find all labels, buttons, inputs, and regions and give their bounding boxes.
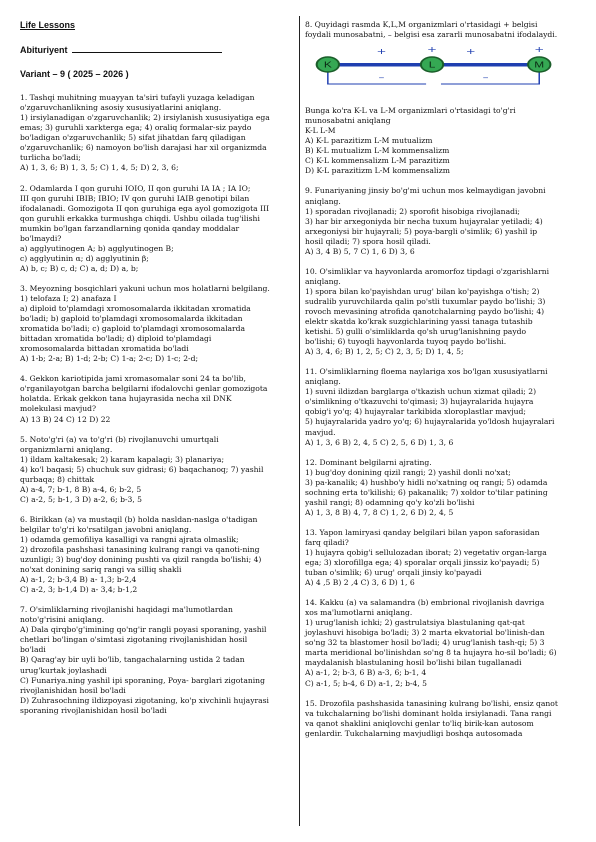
question-block bbox=[305, 528, 577, 588]
question-line: 1) odamda gemofiliya kasalligi va rangni ajrata olmaslik; bbox=[20, 534, 239, 544]
question-line: 3) har bir arxegoniyda bir necha tuxum hujayralar yetiladi; 4) bbox=[305, 216, 543, 226]
question-line: belgilar to'g'ri ko'rsatilgan javobni aniqlang. bbox=[20, 524, 192, 534]
question-line: mavjud. bbox=[305, 427, 336, 437]
question-line: 1) suvni ildizdan barglarga o'tkazish uchun xizmat qiladi; 2) bbox=[305, 387, 537, 397]
question-line: o'rganilayotgan barcha belgilarni ifodalovchi genlar gomozigota bbox=[20, 384, 268, 394]
question-line: D) K-L parazitizm L-M kommensalizm bbox=[305, 166, 450, 176]
question-line: 13. Yapon lamiryasi qanday belgilari bilan yapon saforasidan bbox=[305, 527, 540, 537]
question-line: noto'g'risini aniqlang. bbox=[20, 615, 105, 625]
column-divider bbox=[299, 16, 300, 826]
question-line: C) K-L kommensalizm L-M parazitizm bbox=[305, 156, 450, 166]
question-line: 14. Kakku (a) va salamandra (b) embrional rivojlanish davriga bbox=[305, 598, 545, 608]
question-line: B) Qarag'ay bir uyli bo'lib, tangachalarning ustida 2 tadan bbox=[20, 655, 245, 665]
abiturient-line bbox=[20, 45, 294, 55]
question-line: bo'lmaydi? bbox=[20, 233, 62, 243]
question-line: 4) ko'l baqasi; 5) chuchuk suv gidrasi; 6) baqachanoq; 7) yashil bbox=[20, 464, 264, 474]
question-8 bbox=[305, 20, 577, 176]
question-line: C) a-2, 5; b-1, 3 D) a-2, 6; b-3, 5 bbox=[20, 494, 143, 504]
question-line: sudralib yuruvchilarda qalin po'stli tuxumlar paydo bo'lishi; 3) bbox=[305, 296, 546, 306]
question-line: tuban o'simlik; 6) urug' orqali jinsiy ko'payadi bbox=[305, 568, 482, 578]
node-m-label: M bbox=[534, 61, 545, 70]
question-line: molekulasi mavjud? bbox=[20, 404, 97, 414]
question-line: rovoch mevasining atrofida qanotchalarning paydo bo'lishi; 4) bbox=[305, 306, 545, 316]
question-line: A) 3, 4, 6; B) 1, 2, 5; C) 2, 3, 5; D) 1, 4, 5; bbox=[305, 347, 464, 357]
question-line: sochning erta to'kilishi; 6) pakanalik; 7) xoldor to'tilar patining bbox=[305, 487, 548, 497]
sign-l-right: + bbox=[465, 47, 476, 57]
question-line: III qon guruhi IBIB; IBIO; IV qon guruhi IAIB genotipi bilan bbox=[20, 193, 250, 203]
question-block bbox=[20, 605, 294, 716]
question-line: A) 1, 3, 8 B) 4, 7, 8 C) 1, 2, 6 D) 2, 4, 5 bbox=[305, 507, 454, 517]
question-line: 5. Noto'g'ri (a) va to'g'ri (b) rivojlanuvchi umurtqali bbox=[20, 434, 219, 444]
question-block bbox=[20, 184, 294, 274]
question-line: 6. Birikkan (a) va mustaqil (b) holda nasldan-naslga o'tadigan bbox=[20, 514, 258, 524]
question-line: va tukchalarning bo'lishi dominant holda irsiylanadi. Tana rangi bbox=[305, 708, 552, 718]
question-line: C) Funariya.ning yashil ipi sporaning, Poya- barglari zigotaning bbox=[20, 675, 265, 685]
question-block bbox=[305, 186, 577, 256]
question-line: 1. Tashqi muhitning muayyan ta'siri tufayli yuzaga keladigan bbox=[20, 93, 255, 103]
question-line: holatda. Erkak gekkon tana hujayrasida necha xil DNK bbox=[20, 394, 232, 404]
question-line: ketishi. 5) gulli o'simliklarda qo'sh urug'lanishning paydo bbox=[305, 327, 527, 337]
question-line: A) Dala qirqbo'g'imining qo'ng'ir rangli poyasi sporaning, yashil bbox=[20, 625, 267, 635]
question-line: a) diploid to'plamdagi xromosomalarda ikkitadan xromatida bbox=[20, 304, 251, 314]
klm-relationship-diagram bbox=[307, 43, 569, 89]
question-line: ifodalanadi. Gomozigota II qon guruhiga ega ayol gomozigota III bbox=[20, 203, 270, 213]
question-line: o'simlikning o'tkazuvchi to'qimasi; 3) hujayralarida hujayra bbox=[305, 397, 534, 407]
question-line: arxegoniysi bir hujayrali; 5) poya-bargli o'simlik; 6) yashil ip bbox=[305, 226, 538, 236]
question-line: K-L L-M bbox=[305, 126, 336, 136]
question-line: hosil qiladi; 7) spora hosil qiladi. bbox=[305, 236, 431, 246]
question-line: 1) sporadan rivojlanadi; 2) sporofit hisobiga rivojlanadi; bbox=[305, 206, 520, 216]
question-block bbox=[20, 515, 294, 595]
question-line: sporaning rivojlanishidan hosil bo'ladi bbox=[20, 705, 167, 715]
left-question-list bbox=[20, 93, 294, 716]
question-line: A) 1-b; 2-a; B) 1-d; 2-b; C) 1-a; 2-c; D) 1-c; 2-d; bbox=[20, 354, 199, 364]
question-line: 5) hujayralarida yadro yo'q; 6) hujayralarida yo'ldosh hujayralari bbox=[305, 417, 555, 427]
question-block bbox=[305, 699, 577, 739]
question-line: 1) telofaza I; 2) anafaza I bbox=[20, 293, 117, 303]
variant-label: Variant – 9 ( 2025 – 2026 ) bbox=[20, 69, 129, 80]
question-line: mumkin bo'lgan farzandlarning qonida qanday moddalar bbox=[20, 223, 240, 233]
question-line: aniqlang. bbox=[305, 377, 341, 387]
question-line: rivojlanishidan hosil bo'ladi bbox=[20, 685, 126, 695]
question-line: emas; 3) guruhli xarkterga ega; 4) oraliq formalar-siz paydo bbox=[20, 123, 252, 133]
question-block bbox=[305, 458, 577, 518]
question-line: 1) hujayra qobig'i sellulozadan iborat; 2) vegetativ organ-larga bbox=[305, 547, 547, 557]
node-k-label: K bbox=[323, 61, 332, 70]
question-line: 1) urug'lanish ichki; 2) gastrulatsiya blastulaning qat-qat bbox=[305, 618, 525, 628]
question-line: 12. Dominant belgilarni ajrating. bbox=[305, 457, 432, 467]
question-line: chetlari bo'lingan o'simtasi zigotaning rivojlanishidan hosil bbox=[20, 635, 248, 645]
question-line: aniqlang. bbox=[305, 276, 341, 286]
question-line: turlicha bo'ladi; bbox=[20, 153, 81, 163]
question-line: foydali munosabatni, – belgisi esa zararli munosabatni ifodalaydi. bbox=[305, 30, 558, 40]
question-line: xos ma'lumotlarni aniqlang. bbox=[305, 608, 413, 618]
question-line: A) 3, 4 B) 5, 7 C) 1, 6 D) 3, 6 bbox=[305, 246, 415, 256]
question-line: c) agglyutinin α; d) agglyutinin β; bbox=[20, 253, 149, 263]
name-blank bbox=[72, 52, 222, 53]
sign-l-top: + bbox=[427, 45, 438, 55]
question-line: va qanot shaklini aniqlovchi genlar to'liq birik-kan autosom bbox=[305, 718, 534, 728]
question-line: so'ng 32 ta blastomer hosil bo'ladi; 4) urug'lanish tash-qi; 5) 3 bbox=[305, 638, 545, 648]
abiturient-label: Abituriyent bbox=[20, 45, 68, 56]
question-line: 8. Quyidagi rasmda K,L,M organizmlari o'rtasidagi + belgisi bbox=[305, 20, 538, 29]
question-line: qon guruhli erkakka turmushga chiqdi. Ushbu oilada tug'ilishi bbox=[20, 213, 260, 223]
question-line: farq qiladi? bbox=[305, 537, 349, 547]
question-line: bittadan xromatida bo'ladi; d) diploid to'plamdagi bbox=[20, 334, 212, 344]
question-line: A) 1, 3, 6 B) 2, 4, 5 C) 2, 5, 6 D) 1, 3, 6 bbox=[305, 437, 454, 447]
question-line: urug'kurtak joylashadi bbox=[20, 665, 107, 675]
question-line: A) 1, 3, 6; B) 1, 3, 5; C) 1, 4, 5; D) 2, 3, 6; bbox=[20, 163, 179, 173]
diagram-bar-lm bbox=[432, 63, 539, 67]
question-line: C) a-2, 3; b-1,4 D) a- 3,4; b-1,2 bbox=[20, 585, 138, 595]
question-line: o'zgaruvchanlikning asosiy xususiyatlarini aniqlang. bbox=[20, 103, 222, 113]
question-line: Bunga ko'ra K-L va L-M organizmlari o'rtasidagi to'g'ri bbox=[305, 106, 516, 116]
question-line: bo'ladigan o'zgaruvchanlik; 5) sifat jihatdan farq qiladigan bbox=[20, 133, 246, 143]
question-line: qurbaqa; 8) chittak bbox=[20, 474, 95, 484]
question-line: yashil rangi; 8) odamning qo'y ko'zli bo'lishi bbox=[305, 497, 475, 507]
diagram-arrow-lm bbox=[441, 72, 539, 84]
question-line: xromosomalarda bittadan xromatida bo'ladi bbox=[20, 344, 189, 354]
question-line: A) 13 B) 24 C) 12 D) 22 bbox=[20, 414, 111, 424]
node-l-label: L bbox=[428, 61, 436, 70]
question-line: 10. O'simliklar va hayvonlarda aromorfoz tipdagi o'zgarishlarni bbox=[305, 266, 550, 276]
question-line: genlardir. Tukchalarning mavjudligi boshqa autosomada bbox=[305, 728, 523, 738]
right-column bbox=[305, 20, 577, 749]
question-line: 1) ildam kaltakesak; 2) karam kapalagi; 3) planariya; bbox=[20, 454, 225, 464]
question-line: bo'ladi; b) gaploid to'plamdagi xromosomalarda ikkitadan bbox=[20, 314, 243, 324]
question-block bbox=[20, 93, 294, 173]
question-block bbox=[305, 367, 577, 447]
question-line: A) a-4, 7; b-1, 8 B) a-4, 6; b-2, 5 bbox=[20, 484, 142, 494]
question-line: organizmlarni aniqlang. bbox=[20, 444, 113, 454]
right-question-list bbox=[305, 186, 577, 738]
question-line: 1) spora bilan ko'payishdan urug' bilan ko'payishga o'tish; 2) bbox=[305, 286, 540, 296]
question-line: elektr skatda ko'krak suzgichlarining yassi tanaga tutashib bbox=[305, 317, 533, 327]
question-line: A) a-1, 2; b-3,4 B) a- 1,3; b-2,4 bbox=[20, 575, 137, 585]
question-line: joylashuvi hisobiga bo'ladi; 3) 2 marta ekvatorial bo'linish-dan bbox=[305, 628, 545, 638]
question-line: bo'ladi bbox=[20, 645, 46, 655]
sign-m-top: + bbox=[534, 45, 545, 55]
question-line: 3. Meyozning bosqichlari yakuni uchun mos holatlarni belgilang. bbox=[20, 283, 270, 293]
question-line: C) a-1, 5; b-4, 6 D) a-1, 2; b-4, 5 bbox=[305, 678, 428, 688]
question-block bbox=[20, 374, 294, 424]
question-line: 7. O'simliklarning rivojlanishi haqidagi ma'lumotlardan bbox=[20, 605, 233, 615]
question-line: munosabatni aniqlang bbox=[305, 116, 391, 126]
question-line: aniqlang. bbox=[305, 196, 341, 206]
question-line: a) agglyutinogen A; b) agglyutinogen B; bbox=[20, 243, 174, 253]
question-line: A) 4 ,5 B) 2 ,4 C) 3, 6 D) 1, 6 bbox=[305, 578, 415, 588]
sign-k-bottom: – bbox=[378, 73, 385, 83]
question-block bbox=[305, 598, 577, 688]
question-line: 9. Funariyaning jinsiy bo'g'mi uchun mos kelmaydigan javobni bbox=[305, 186, 546, 196]
question-line: 2. Odamlarda I qon guruhi IOIO, II qon guruhi IA IA ; IA IO; bbox=[20, 183, 251, 193]
left-column bbox=[20, 20, 294, 726]
sign-m-bottom: – bbox=[482, 73, 489, 83]
question-line: 11. O'simliklarning floema naylariga xos bo'lgan xususiyatlarni bbox=[305, 367, 548, 377]
question-line: xromatida bo'ladi; c) gaploid to'plamdagi xromosomalarda bbox=[20, 324, 246, 334]
question-line: A) b, c; B) c, d; C) a, d; D) a, b; bbox=[20, 263, 139, 273]
question-line: ega; 3) xlorofillga ega; 4) sporalar orqali jinssiz ko'payadi; 5) bbox=[305, 558, 540, 568]
sign-k-top: + bbox=[376, 47, 387, 57]
question-line: bo'lishi; 6) tuyoqli hayvonlarda tuyoq paydo bo'lishi. bbox=[305, 337, 507, 347]
question-block bbox=[20, 284, 294, 364]
question-line: B) K-L mutualizm L-M kommensalizm bbox=[305, 146, 450, 156]
diagram-bar-kl bbox=[328, 63, 432, 67]
question-block bbox=[305, 267, 577, 357]
question-line: 1) irsiylanadigan o'zgaruvchanlik; 2) irsiylanish xususiyatiga ega bbox=[20, 113, 270, 123]
question-line: A) a-1, 2; b-3, 6 B) a-3, 6; b-1, 4 bbox=[305, 668, 427, 678]
question-block bbox=[20, 435, 294, 505]
question-line: 2) drozofila pashshasi tanasining kulrang rangi va qanoti-ning bbox=[20, 545, 260, 555]
question-line: qobig'i yo'q; 4) hujayralar tarkibida xloroplastlar mavjud; bbox=[305, 407, 526, 417]
question-line: maydalanish blastulaning hosil bo'lishi bilan tugallanadi bbox=[305, 658, 522, 668]
question-line: 15. Drozofila pashshasida tanasining kulrang bo'lishi, ensiz qanot bbox=[305, 698, 558, 708]
page-title: Life Lessons bbox=[20, 20, 76, 30]
question-line: 3) pa-kanalik; 4) hushbo'y hidli no'xatning oq rangi; 5) odamda bbox=[305, 477, 548, 487]
question-line: A) K-L parazitizm L-M mutualizm bbox=[305, 136, 433, 146]
question-line: marta meridional bo'linishdan so'ng 8 ta hujayra ho-sil bo'ladi; 6) bbox=[305, 648, 557, 658]
question-line: D) Zuhrasochning ildizpoyasi zigotaning, ko'p xivchinli hujayrasi bbox=[20, 695, 269, 705]
question-line: uzunligi; 3) bug'doy donining pushti va qizil rangda bo'lishi; 4) bbox=[20, 555, 262, 565]
question-line: o'zgaruvchanlik; 6) namoyon bo'lish darajasi har xil organizmda bbox=[20, 143, 267, 153]
question-line: no'xat donining sariq rangi va silliq shakli bbox=[20, 565, 182, 575]
question-line: 4. Gekkon kariotipida jami xromasomalar soni 24 ta bo'lib, bbox=[20, 374, 246, 384]
question-8-body bbox=[305, 106, 577, 176]
question-line: 1) bug'doy donining qizil rangi; 2) yashil donli no'xat; bbox=[305, 467, 511, 477]
diagram-arrow-kl bbox=[328, 72, 426, 84]
